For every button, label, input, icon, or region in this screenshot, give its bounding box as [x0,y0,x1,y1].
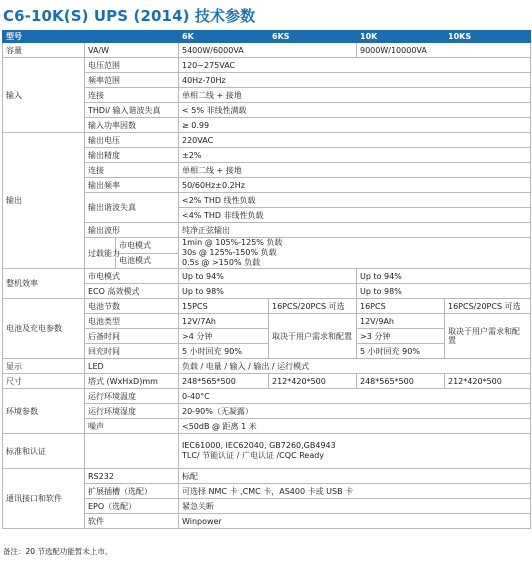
cell-value: 212*420*500 [445,374,531,389]
row-label: 输出谐波失真 [85,193,179,223]
category-size: 尺寸 [3,374,85,389]
cell-value: 可选择 NMC 卡 ,CMC 卡，AS400 卡或 USB 卡 [179,484,531,499]
cell-value-multiline [179,238,531,269]
row-label: 频率范围 [85,73,179,88]
category-output: 输出 [3,133,85,269]
cell-value: Up to 98% [179,284,357,299]
row-label: ECO 高效模式 [85,284,179,299]
footnote: 备注：20 节选配功能暂未上市。 [3,547,113,556]
category-input: 输入 [3,58,85,133]
cell-value: 248*565*500 [357,374,445,389]
cell-value: 50/60Hz±0.2Hz [179,178,531,193]
cell-value: 248*565*500 [179,374,269,389]
cell-value: 5400W/6000VA [179,43,357,58]
cell-value: 单相二线 + 接地 [179,163,531,178]
table-row [3,374,531,389]
table-header-row [3,31,531,43]
row-sublabel: 市电模式 [116,238,179,254]
row-label: 输出精度 [85,148,179,163]
cell-value: Winpower [179,514,531,529]
cell-value: 40Hz-70Hz [179,73,531,88]
row-label: 塔式 (WxHxD)mm [85,374,179,389]
cell-value: 16PCS/20PCS 可选 [269,299,357,314]
cell-value: >4 分钟 [179,329,269,344]
cell-value: ±2% [179,148,531,163]
cell-value: 负载 / 电量 / 输入 / 输出 / 运行模式 [179,359,531,374]
cell-value: >3 分钟 [357,329,445,344]
row-label: 电池节数 [85,299,179,314]
cell-value: 220VAC [179,133,531,148]
row-label: 扩展插槽（选配） [85,484,179,499]
header-6k: 6K [179,31,269,43]
row-label: VA/W [85,43,179,58]
cell-value: 12V/7Ah [179,314,269,329]
row-label: 软件 [85,514,179,529]
table-row [3,58,531,73]
cell-value: Up to 98% [357,284,531,299]
category-battery: 电池及充电参数 [3,299,85,359]
cell-value: ≥ 0.99 [179,118,531,133]
cell-value: <2% THD 线性负载 [179,193,531,208]
cell-value: 212*420*500 [269,374,357,389]
spec-table [2,30,531,529]
header-10ks: 10KS [445,31,531,43]
table-row [3,469,531,484]
cert-line: TLC/ 节能认证 / 广电认证 /CQC Ready [182,451,325,460]
cell-value: <50dB @ 距离 1 米 [179,419,531,434]
row-label: 连接 [85,163,179,178]
cert-line: IEC61000, IEC62040, GB7260,GB4943 [182,441,336,450]
table-row [3,434,531,469]
overload-line: 30s @ 125%-150% 负载 [182,248,277,257]
table-row [3,269,531,284]
row-label: 电压范围 [85,58,179,73]
table-row [3,133,531,148]
row-label: 电池类型 [85,314,179,329]
row-label: 运行环境温度 [85,389,179,404]
row-label: THDi/ 输入谐波失真 [85,103,179,118]
overload-line: 1min @ 105%-125% 负载 [182,238,283,247]
cell-value: 0-40°C [179,389,531,404]
cell-value: 16PCS/20PCS 可选 [445,299,531,314]
row-label: 市电模式 [85,269,179,284]
cell-custom-10ks: 取决于用户需求和配置 [445,314,531,359]
cell-value: 16PCS [357,299,445,314]
category-display: 显示 [3,359,85,374]
row-label: 输出波形 [85,223,179,238]
header-blank [85,31,179,43]
category-capacity: 容量 [3,43,85,58]
cell-value: 12V/9Ah [357,314,445,329]
category-certification: 标准和认证 [3,434,85,469]
row-label: LED [85,359,179,374]
row-label: 回充时间 [85,344,179,359]
cell-value: 9000W/10000VA [357,43,531,58]
cell-custom-6ks: 取决于用户需求和配置 [269,314,357,359]
row-label: 后备时间 [85,329,179,344]
category-environment: 环境参数 [3,389,85,434]
row-label: 过载能力 [85,238,116,269]
row-label: 输入功率因数 [85,118,179,133]
row-label: 连接 [85,88,179,103]
table-row [3,389,531,404]
row-label: RS232 [85,469,179,484]
overload-line: 0.5s @ >150% 负载 [182,258,261,267]
row-label: EPO（选配） [85,499,179,514]
row-label: 输出电压 [85,133,179,148]
cell-value: 120~275VAC [179,58,531,73]
cell-value: 5 小时回充 90% [357,344,445,359]
cell-value: <4% THD 非线性负载 [179,208,531,223]
header-model: 型号 [3,31,85,43]
row-label-empty [85,434,179,469]
category-communication: 通讯接口和软件 [3,469,85,529]
cell-value: 纯净正弦输出 [179,223,531,238]
cell-value: 标配 [179,469,531,484]
cell-value: 20-90%（无凝露） [179,404,531,419]
cell-value: 紧急关断 [179,499,531,514]
row-label: 噪声 [85,419,179,434]
cell-value: Up to 94% [179,269,357,284]
table-row [3,299,531,314]
table-row [3,43,531,58]
page-title: C6-10K(S) UPS (2014) 技术参数 [3,7,256,25]
cell-value: 5 小时回充 90% [179,344,269,359]
table-row [3,359,531,374]
cell-value: Up to 94% [357,269,531,284]
header-10k: 10K [357,31,445,43]
cell-value-multiline [179,434,531,469]
category-efficiency: 整机效率 [3,269,85,299]
header-6ks: 6KS [269,31,357,43]
cell-value: 单相二线 + 接地 [179,88,531,103]
row-label: 输出频率 [85,178,179,193]
cell-value: 15PCS [179,299,269,314]
row-sublabel: 电池模式 [116,253,179,269]
row-label: 运行环境湿度 [85,404,179,419]
cell-value: < 5% 非线性满载 [179,103,531,118]
